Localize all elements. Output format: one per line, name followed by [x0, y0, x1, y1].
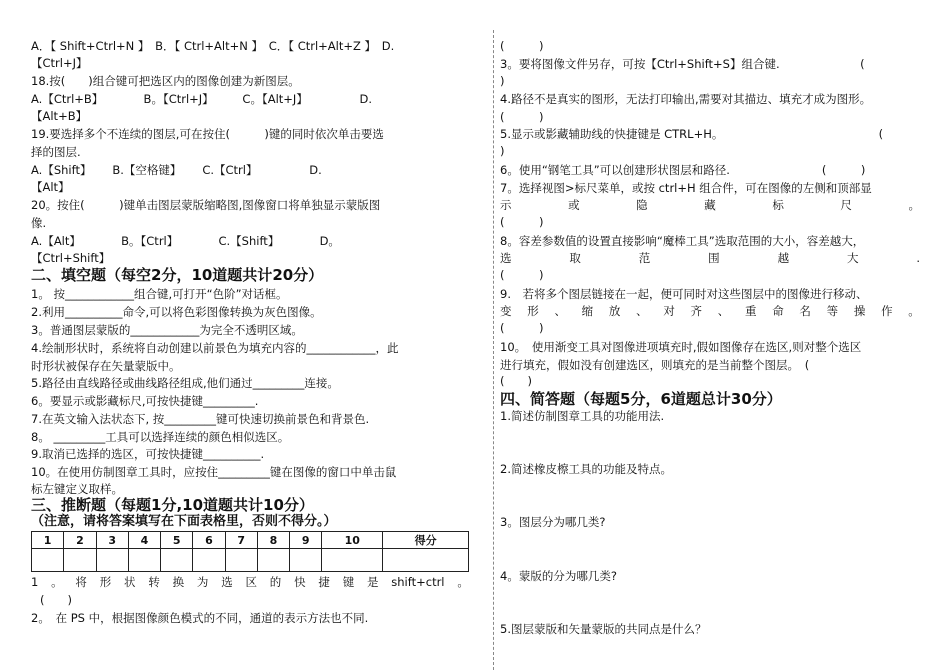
judge-9-word: 。	[908, 304, 920, 318]
q18-options: A.【Ctrl+B】 B。【Ctrl+J】 C。【Alt+J】 D.	[31, 92, 373, 106]
judge-9-word: 等	[826, 304, 839, 318]
answer-cell[interactable]	[225, 549, 257, 572]
q19-options: A.【Shift】 B.【空格键】 C.【Ctrl】 D.	[31, 163, 322, 177]
judge-7-word: 示	[500, 198, 512, 212]
q19-cont: 择的图层.	[31, 145, 81, 159]
judge-4: 4.路径不是真实的图形，无法打印输出,需要对其描边、填充才成为图形。	[500, 92, 872, 106]
judge-10-cont: 进行填充，假如没有创建选区，则填充的是当前整个图层。 (	[500, 358, 810, 372]
answer-cell[interactable]	[96, 549, 128, 572]
fill-5: 5.路径由直线路径或曲线路径组成,他们通过_________连接。	[31, 376, 339, 390]
judge-9-word: 、	[717, 304, 730, 318]
answer-table-row	[32, 549, 469, 572]
judge-1-word: 1	[31, 575, 39, 589]
judge-9-word: 缩	[581, 304, 594, 318]
answer-cell[interactable]	[322, 549, 383, 572]
judge-3-cont: )	[500, 74, 505, 88]
answer-col-6: 6	[193, 532, 225, 549]
judge-1-word: 快	[294, 575, 306, 589]
judge-9-word: 、	[554, 304, 566, 318]
judge-7-paren: ( )	[500, 215, 544, 229]
answer-table-header	[32, 532, 469, 549]
fill-3: 3。普通图层蒙版的____________为完全不透明区域。	[31, 323, 303, 337]
section-2-title: 二、填空题（每空2分，10道题共计20分）	[31, 266, 324, 284]
answer-col-1: 1	[32, 532, 64, 549]
short-5: 5.图层蒙版和矢量蒙版的共同点是什么？	[500, 622, 707, 636]
q17-options: A．【 Shift+Ctrl+N 】 B．【 Ctrl+Alt+N 】 C．【 Ctrl+Alt+Z 】 D.	[31, 39, 395, 53]
judge-1-word: 形	[99, 575, 112, 589]
judge-1-word: 键	[342, 575, 355, 589]
judge-8-paren: ( )	[500, 268, 544, 282]
judge-10-paren: ( )	[500, 374, 532, 388]
short-2: 2.简述橡皮檫工具的功能及特点。	[500, 462, 672, 476]
judge-1-word: 。	[457, 575, 469, 589]
judge-1-word: 区	[245, 575, 257, 589]
q20: 20。按住( )键单击图层蒙版缩略图,图像窗口将单独显示蒙版图	[31, 198, 381, 212]
score-cell[interactable]	[383, 549, 469, 572]
q20-option-d: 【Ctrl+Shift】	[31, 251, 111, 265]
judge-1-word: shift+ctrl	[391, 575, 445, 589]
judge-10: 10。 使用渐变工具对图像进项填充时,假如图像存在选区,则对整个选区	[500, 340, 862, 354]
judge-9-word: 命	[772, 304, 784, 318]
fill-9: 9.取消已选择的选区，可按快捷键__________.	[31, 447, 265, 461]
answer-cell[interactable]	[257, 549, 289, 572]
judge-5: 5.显示或影藏辅助线的快捷键是 CTRL+H。 (	[500, 127, 884, 141]
judge-1-word: 捷	[318, 575, 330, 589]
judge-1-word: 换	[172, 575, 185, 589]
answer-col-5: 5	[161, 532, 193, 549]
judge-4-paren: ( )	[500, 110, 544, 124]
judge-1-word: 转	[148, 575, 160, 589]
judge-9-cont	[500, 303, 920, 319]
judge-8-word: 取	[569, 251, 581, 265]
answer-cell[interactable]	[161, 549, 193, 572]
judge-1	[31, 574, 469, 590]
judge-9-word: 放	[608, 304, 621, 318]
q19-option-d: 【Alt】	[31, 180, 70, 194]
judge-7-word: 。	[908, 198, 920, 212]
answer-col-9: 9	[290, 532, 322, 549]
answer-col-10: 10	[322, 532, 383, 549]
section-3-title: 三、推断题（每题1分,10道题共计10分）	[31, 496, 314, 514]
judge-9-word: 、	[636, 304, 648, 318]
section-3-note: （注意，请将答案填写在下面表格里，否则不得分。）	[31, 514, 337, 529]
judge-1-word: 的	[269, 575, 282, 589]
judge-8: 8。容差参数值的设置直接影响“魔棒工具”选取范围的大小，容差越大，	[500, 234, 865, 248]
answer-col-score: 得分	[383, 532, 469, 549]
q20-options: A.【Alt】 B。【Ctrl】 C.【Shift】 D。	[31, 234, 340, 248]
judge-1-word: 选	[221, 575, 233, 589]
judge-9: 9. 若将多个图层链接在一起，便可同时对这些图层中的图像进行移动、	[500, 287, 868, 301]
judge-1-word: 是	[366, 575, 379, 589]
q17-option-d: 【Ctrl+J】	[31, 56, 88, 70]
judge-9-word: 齐	[690, 304, 703, 318]
fill-2: 2.利用__________命令,可以将色彩图像转换为灰色图像。	[31, 305, 322, 319]
fill-10: 10。在使用仿制图章工具时，应按住_________键在图像的窗口中单击鼠	[31, 465, 397, 479]
judge-6: 6。使用“钢笔工具”可以创建形状图层和路径. ( )	[500, 163, 866, 177]
answer-cell[interactable]	[128, 549, 160, 572]
short-1: 1.简述仿制图章工具的功能用法.	[500, 409, 665, 423]
answer-col-4: 4	[128, 532, 160, 549]
judge-7-word: 或	[568, 198, 580, 212]
fill-6: 6。要显示或影藏标尺,可按快捷键_________.	[31, 394, 259, 408]
judge-9-word: 作	[881, 304, 893, 318]
answer-col-8: 8	[257, 532, 289, 549]
judge-2: 2。 在 PS 中，根据图像颜色模式的不同，通道的表示方法也不同.	[31, 611, 369, 625]
judge-1-word: 。	[51, 575, 63, 589]
judge-8-word: 选	[500, 251, 512, 265]
judge-9-word: 名	[799, 304, 811, 318]
q19: 19.要选择多个不连续的图层,可在按住( )键的同时依次单击要选	[31, 127, 384, 141]
answer-col-2: 2	[64, 532, 96, 549]
q18-option-d: 【Alt+B】	[31, 109, 88, 123]
judge-8-word: .	[916, 251, 920, 265]
answer-table	[31, 531, 469, 572]
fill-1: 1。 按____________组合键,可打开“色阶”对话框。	[31, 287, 288, 301]
judge-7-word: 隐	[636, 198, 648, 212]
answer-cell[interactable]	[32, 549, 64, 572]
judge-8-word: 越	[777, 251, 790, 265]
judge-9-paren: ( )	[500, 321, 544, 335]
judge-9-word: 重	[744, 304, 757, 318]
answer-col-3: 3	[96, 532, 128, 549]
judge-1-word: 将	[75, 575, 87, 589]
judge-7-word: 标	[772, 198, 784, 212]
judge-1-word: 为	[196, 575, 209, 589]
judge-8-word: 范	[638, 251, 651, 265]
fill-10-cont: 标左键定义取样。	[31, 482, 123, 496]
q18: 18.按( )组合键可把选区内的图像创建为新图层。	[31, 74, 300, 88]
column-divider	[493, 30, 495, 670]
judge-2-paren: ( )	[500, 39, 544, 53]
fill-8: 8。 _________工具可以选择连续的颜色相似选区。	[31, 430, 290, 444]
judge-9-word: 形	[527, 304, 539, 318]
answer-cell[interactable]	[64, 549, 96, 572]
judge-7-word: 尺	[840, 198, 852, 212]
judge-8-word: 大	[846, 251, 859, 265]
judge-8-cont	[500, 250, 920, 266]
judge-9-word: 变	[500, 304, 512, 318]
judge-3: 3。要将图像文件另存，可按【Ctrl+Shift+S】组合键. (	[500, 57, 865, 71]
judge-9-word: 操	[853, 304, 866, 318]
q20-cont: 像.	[31, 216, 47, 230]
judge-7: 7。选择视图>标尺菜单，或按 ctrl+H 组合件，可在图像的左侧和顶部显	[500, 181, 872, 195]
judge-7-cont	[500, 197, 920, 213]
answer-cell[interactable]	[193, 549, 225, 572]
fill-7: 7.在英文输入法状态下, 按_________键可快速切换前景色和背景色.	[31, 412, 370, 426]
section-4-title: 四、简答题（每题5分，6道题总计30分）	[500, 390, 782, 408]
judge-8-word: 围	[708, 251, 720, 265]
short-3: 3。图层分为哪几类?	[500, 515, 606, 529]
judge-7-word: 藏	[704, 198, 716, 212]
fill-4-cont: 时形状被保存在矢量蒙版中。	[31, 359, 181, 373]
short-4: 4。蒙版的分为哪几类?	[500, 569, 617, 583]
judge-9-word: 对	[663, 304, 675, 318]
answer-col-7: 7	[225, 532, 257, 549]
answer-cell[interactable]	[290, 549, 322, 572]
fill-4: 4.绘制形状时，系统将自动创建以前景色为填充内容的____________，此	[31, 341, 399, 355]
judge-1-paren: ( )	[40, 593, 72, 607]
judge-5-cont: )	[500, 144, 505, 158]
judge-1-word: 状	[124, 575, 136, 589]
